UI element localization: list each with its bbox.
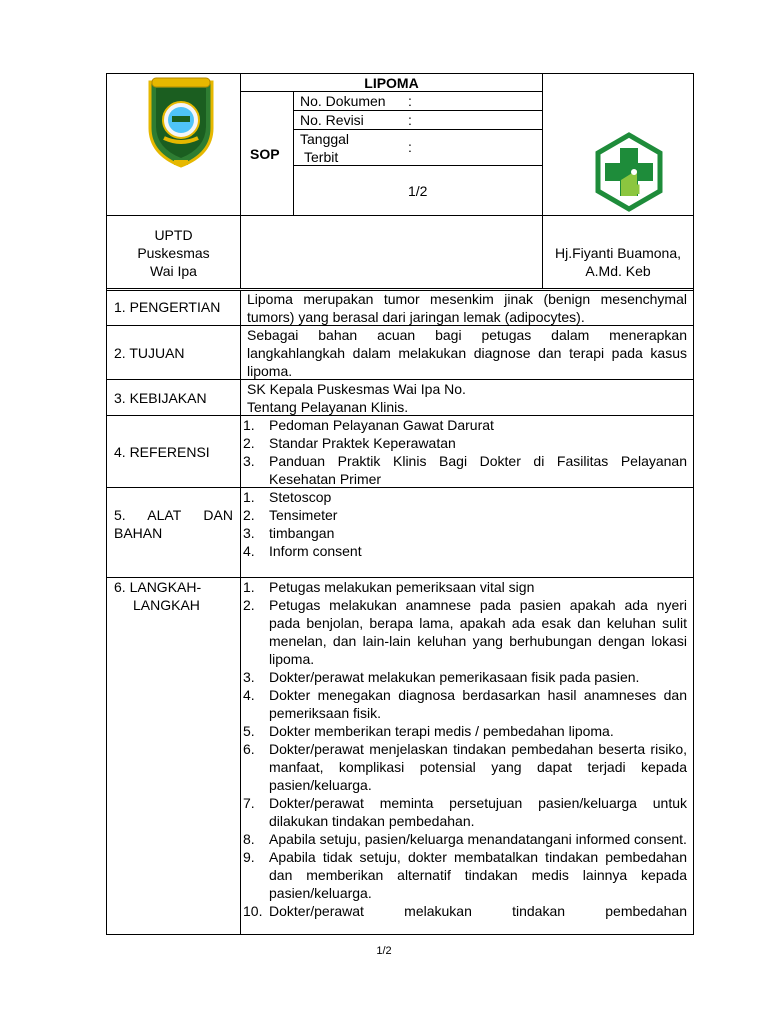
list-item: 10. Dokter/perawat melakukan tindakan pembedahan: [243, 903, 687, 919]
signer-title: A.Md. Keb: [585, 263, 651, 279]
section-text-tujuan: Sebagai bahan acuan bagi petugas dalam menerapkan langkahlangkah dalam melakukan diagnose dan terapi pada kasus lipoma.: [247, 327, 687, 379]
doc-number-colon: :: [408, 93, 412, 109]
section-text-pengertian: Lipoma merupakan tumor mesenkim jinak (benign mesenchymal tumors) yang berasal dari jaringan lemak (adipocytes).: [247, 291, 687, 325]
section-label-tujuan: 2. TUJUAN: [114, 345, 185, 361]
list-item: 1. Stetoscop: [243, 489, 332, 505]
section-label-langkah-line1: 6. LANGKAH-: [114, 579, 202, 595]
signer-name: Hj.Fiyanti Buamona,: [554, 245, 682, 261]
sop-label: SOP: [250, 146, 280, 162]
list-item: 4. Dokter menegakan diagnosa berdasarkan hasil anamneses dan pemeriksaan fisik.: [243, 687, 687, 721]
list-item: 2. Petugas melakukan anamnese pada pasien apakah ada nyeri pada benjolan, berapa lama, apakah ada esak dan keluhan sulit menelan, dan lain-lain keluhan yang berhubungan dengan lokasi lipoma.: [243, 597, 687, 667]
org-line3: Wai Ipa: [150, 263, 197, 279]
revision-label: No. Revisi: [300, 112, 364, 128]
district-crest-logo: [142, 76, 220, 168]
section-label-alat-line1: 5. ALAT DAN: [114, 507, 233, 523]
list-item: 3. Dokter/perawat melakukan pemerikasaan fisik pada pasien.: [243, 669, 640, 685]
org-line1: UPTD: [154, 227, 193, 243]
list-item: 1. Pedoman Pelayanan Gawat Darurat: [243, 417, 494, 433]
section-label-pengertian: 1. PENGERTIAN: [114, 299, 221, 315]
header-page-number: 1/2: [408, 183, 428, 199]
list-item: 2. Tensimeter: [243, 507, 338, 523]
section-label-referensi: 4. REFERENSI: [114, 444, 210, 460]
document-title: LIPOMA: [364, 75, 419, 91]
langkah-list: [243, 578, 687, 920]
referensi-list: [243, 416, 687, 488]
section-label-alat-line2: BAHAN: [114, 525, 163, 541]
list-item: 3. Panduan Praktik Klinis Bagi Dokter di Fasilitas Pelayanan Kesehatan Primer: [243, 453, 687, 487]
org-line2: Puskesmas: [137, 245, 210, 261]
list-item: 7. Dokter/perawat meminta persetujuan pasien/keluarga untuk dilakukan tindakan pembedahan.: [243, 795, 687, 829]
section-label-kebijakan: 3. KEBIJAKAN: [114, 390, 207, 406]
issue-date-colon: :: [408, 139, 412, 155]
list-item: 3. timbangan: [243, 525, 335, 541]
issue-date-label-line2: Terbit: [304, 149, 339, 165]
list-item: 8. Apabila setuju, pasien/keluarga menandatangani informed consent.: [243, 831, 687, 847]
list-item: 6. Dokter/perawat menjelaskan tindakan pembedahan beserta risiko, manfaat, komplikasi potensial yang dapat terjadi kepada pasien/keluarga.: [243, 741, 687, 793]
footer-page-number: 1/2: [376, 945, 392, 957]
list-item: 5. Dokter memberikan terapi medis / pembedahan lipoma.: [243, 723, 614, 739]
list-item: 9. Apabila tidak setuju, dokter membatalkan tindakan pembedahan dan memberikan alternatif tindakan medis lainnya kepada pasien/keluarga.: [243, 849, 687, 901]
revision-colon: :: [408, 112, 412, 128]
list-item: 4. Inform consent: [243, 543, 362, 559]
alat-list: [243, 488, 687, 560]
list-item: 2. Standar Praktek Keperawatan: [243, 435, 456, 451]
section-label-langkah-line2: LANGKAH: [133, 597, 200, 613]
kebijakan-line1: SK Kepala Puskesmas Wai Ipa No.: [247, 381, 466, 397]
puskesmas-logo: [594, 132, 664, 216]
kebijakan-line2: Tentang Pelayanan Klinis.: [247, 399, 409, 415]
doc-number-label: No. Dokumen: [300, 93, 386, 109]
issue-date-label-line1: Tanggal: [300, 131, 350, 147]
list-item: 1. Petugas melakukan pemeriksaan vital sign: [243, 579, 535, 595]
